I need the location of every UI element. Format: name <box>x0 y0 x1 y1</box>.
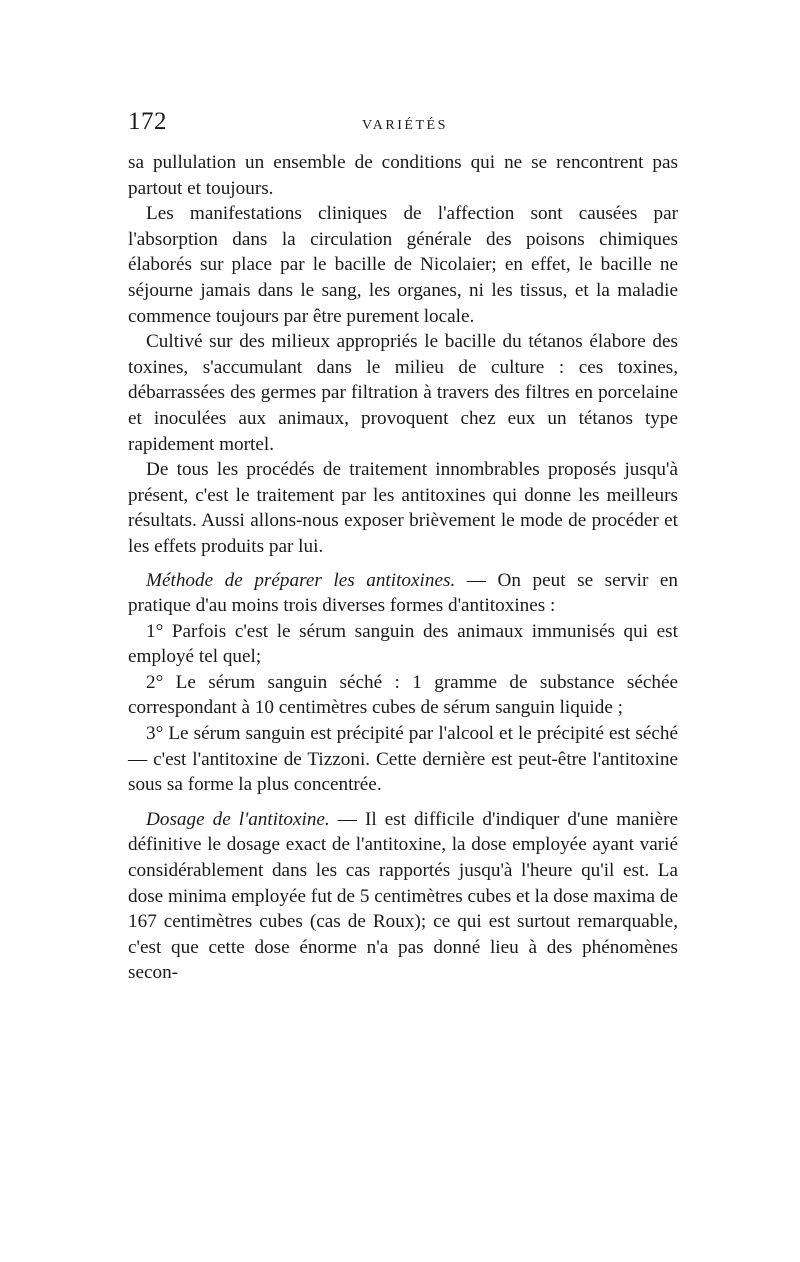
run-in-heading: Méthode de préparer les antitoxines. <box>146 569 456 591</box>
paragraph-clinical-manifestations <box>128 201 678 329</box>
list-item-2 <box>128 670 678 721</box>
paragraph-text: — Il est difficile d'indiquer d'une manière définitive le dosage exact de l'antitoxine, la dose employée ayant varié considérablement dans les cas rapportés jusqu'à l'heure qu'il est. La dose minima employée fut de 5 centimètres cubes et la dose maxima de 167 centimètres cubes (cas de Roux); ce qui est surtout remarquable, c'est que cette dose énorme n'a pas donné lieu à des phénomènes secon- <box>128 808 678 984</box>
paragraph-text: — On peut se servir en pratique d'au moins trois diverses formes d'antitoxines : <box>128 569 678 617</box>
body-text <box>128 150 678 986</box>
paragraph-text: Cultivé sur des milieux appropriés le bacille du tétanos élabore des toxines, s'accumulant dans le milieu de culture : ces toxines, débarrassées des germes par filtration à travers des filtres en porcelaine et inoculées aux animaux, provoquent chez eux un tétanos type rapidement mortel. <box>128 331 678 455</box>
list-item-3 <box>128 721 678 798</box>
paragraph-text: 2° Le sérum sanguin séché : 1 gramme de substance séchée correspondant à 10 centimètres cubes de sérum sanguin liquide ; <box>128 671 678 719</box>
paragraph-text: 1° Parfois c'est le sérum sanguin des animaux immunisés qui est employé tel quel; <box>128 620 678 668</box>
paragraph-continuation <box>128 150 678 201</box>
page-number: 172 <box>128 108 167 135</box>
run-in-heading: Dosage de l'antitoxine. <box>146 808 330 830</box>
paragraph-text: sa pullulation un ensemble de conditions qui ne se rencontrent pas partout et toujours. <box>128 152 678 199</box>
list-item-1 <box>128 619 678 670</box>
paragraph-preparation-method <box>128 568 678 619</box>
paragraph-dosage <box>128 807 678 986</box>
paragraph-text: Les manifestations cliniques de l'affection sont causées par l'absorption dans la circulation générale des poisons chimiques élaborés sur place par le bacille de Nicolaier; en effet, le bacille ne séjourne jamais dans le sang, les organes, ni les tissus, et la maladie commence toujours par être purement locale. <box>128 203 678 327</box>
paragraph-treatment <box>128 457 678 559</box>
paragraph-text: De tous les procédés de traitement innombrables proposés jusqu'à présent, c'est le traitement par les antitoxines qui donne les meilleurs résultats. Aussi allons-nous exposer brièvement le mode de procéder et les effets produits par lui. <box>128 459 678 557</box>
running-head <box>128 108 680 138</box>
section-title: VARIÉTÉS <box>362 118 448 133</box>
paragraph-cultivation <box>128 329 678 457</box>
paragraph-text: 3° Le sérum sanguin est précipité par l'alcool et le précipité est séché — c'est l'antitoxine de Tizzoni. Cette dernière est peut-être l'antitoxine sous sa forme la plus concentrée. <box>128 723 678 796</box>
